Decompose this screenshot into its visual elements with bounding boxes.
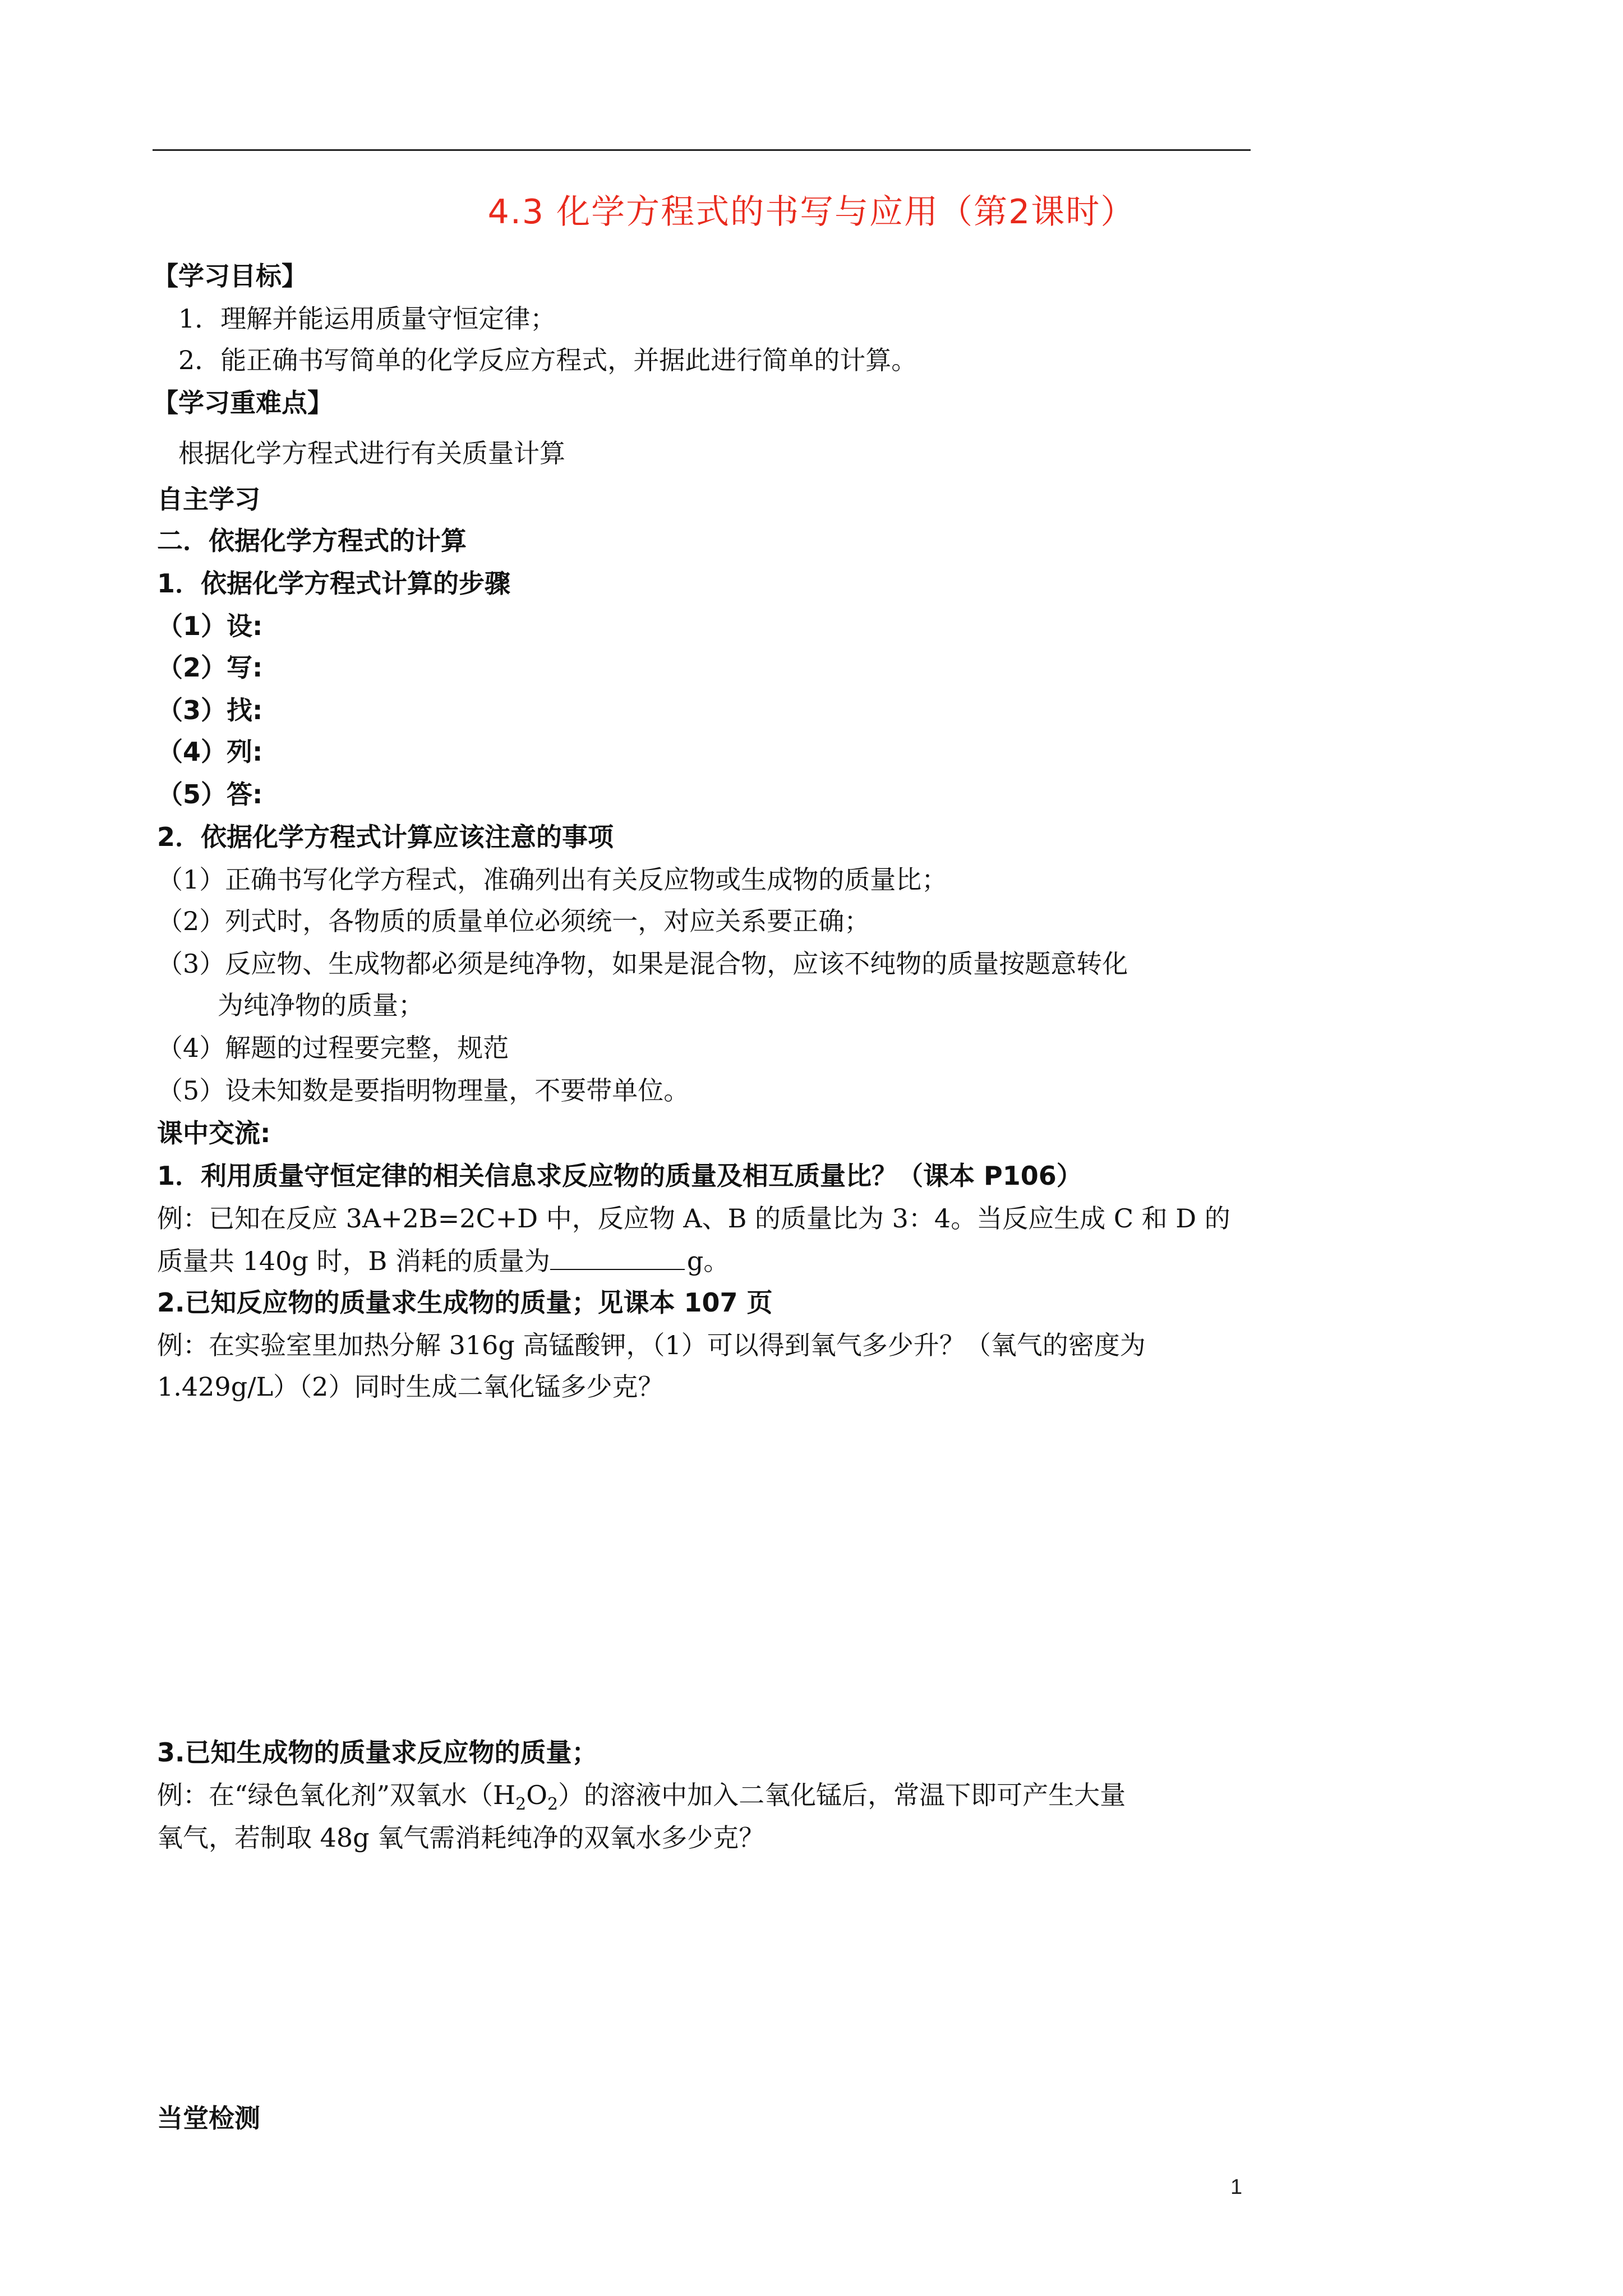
steps-heading: 1．依据化学方程式计算的步骤 — [157, 568, 511, 599]
page-number: 1 — [1230, 2175, 1243, 2199]
question-2-text: 例：在实验室里加热分解 316g 高锰酸钾，（1）可以得到氧气多少升？（氧气的密度为 — [157, 1330, 1146, 1360]
question-1-text: 例：已知在反应 3A+2B=2C+D 中，反应物 A、B 的质量比为 3：4。当反应生成 C 和 D 的 — [157, 1203, 1230, 1234]
question-1-text-part: 质量共 140g 时，B 消耗的质量为 — [157, 1246, 550, 1276]
note-item-continuation: 为纯净物的质量； — [218, 990, 424, 1020]
formula-subscript: 2 — [547, 1795, 559, 1815]
test-heading: 当堂检测 — [157, 2103, 260, 2133]
formula-oxygen: O — [526, 1780, 547, 1810]
note-item: （1）正确书写化学方程式，准确列出有关反应物或生成物的质量比； — [157, 864, 948, 895]
objectives-heading: 【学习目标】 — [153, 261, 307, 291]
step-item: （3）找: — [157, 695, 263, 725]
header-rule — [153, 149, 1251, 151]
step-item: （5）答: — [157, 779, 263, 809]
self-study-heading: 自主学习 — [157, 484, 260, 514]
answer-blank[interactable] — [550, 1244, 685, 1270]
page-title: 4.3 化学方程式的书写与应用（第2课时） — [487, 192, 1136, 232]
question-1-text — [157, 1244, 729, 1278]
step-item: （1）设: — [157, 611, 263, 641]
question-3-title: 3.已知生成物的质量求反应物的质量； — [157, 1737, 598, 1768]
question-3-text — [157, 1778, 1126, 1815]
objective-item: 1．理解并能运用质量守恒定律； — [178, 303, 556, 334]
question-1-title: 1．利用质量守恒定律的相关信息求反应物的质量及相互质量比？（课本 P106） — [157, 1161, 1082, 1191]
question-3-text: 氧气，若制取 48g 氧气需消耗纯净的双氧水多少克？ — [157, 1823, 765, 1853]
note-item: （3）反应物、生成物都必须是纯净物，如果是混合物，应该不纯物的质量按题意转化 — [157, 949, 1128, 979]
step-item: （2）写: — [157, 652, 263, 683]
formula-subscript: 2 — [515, 1795, 527, 1815]
objective-item: 2．能正确书写简单的化学反应方程式，并据此进行简单的计算。 — [178, 345, 917, 375]
key-points-text: 根据化学方程式进行有关质量计算 — [178, 438, 565, 468]
note-item: （5）设未知数是要指明物理量，不要带单位。 — [157, 1075, 690, 1106]
question-2-text: 1.429g/L）（2）同时生成二氧化锰多少克？ — [157, 1372, 664, 1402]
question-3-text-part: ）的溶液中加入二氧化锰后，常温下即可产生大量 — [558, 1780, 1126, 1810]
notes-heading: 2．依据化学方程式计算应该注意的事项 — [157, 822, 614, 852]
class-exchange-heading: 课中交流: — [157, 1118, 271, 1148]
note-item: （4）解题的过程要完整，规范 — [157, 1033, 509, 1063]
key-points-heading: 【学习重难点】 — [153, 388, 333, 418]
question-2-title: 2.已知反应物的质量求生成物的质量；见课本 107 页 — [157, 1287, 773, 1318]
section-heading: 二．依据化学方程式的计算 — [157, 526, 467, 556]
step-item: （4）列: — [157, 737, 263, 767]
question-1-unit: g。 — [686, 1246, 730, 1276]
note-item: （2）列式时，各物质的质量单位必须统一，对应关系要正确； — [157, 906, 870, 936]
question-3-text-part: 例：在“绿色氧化剂”双氧水（H — [157, 1780, 516, 1810]
